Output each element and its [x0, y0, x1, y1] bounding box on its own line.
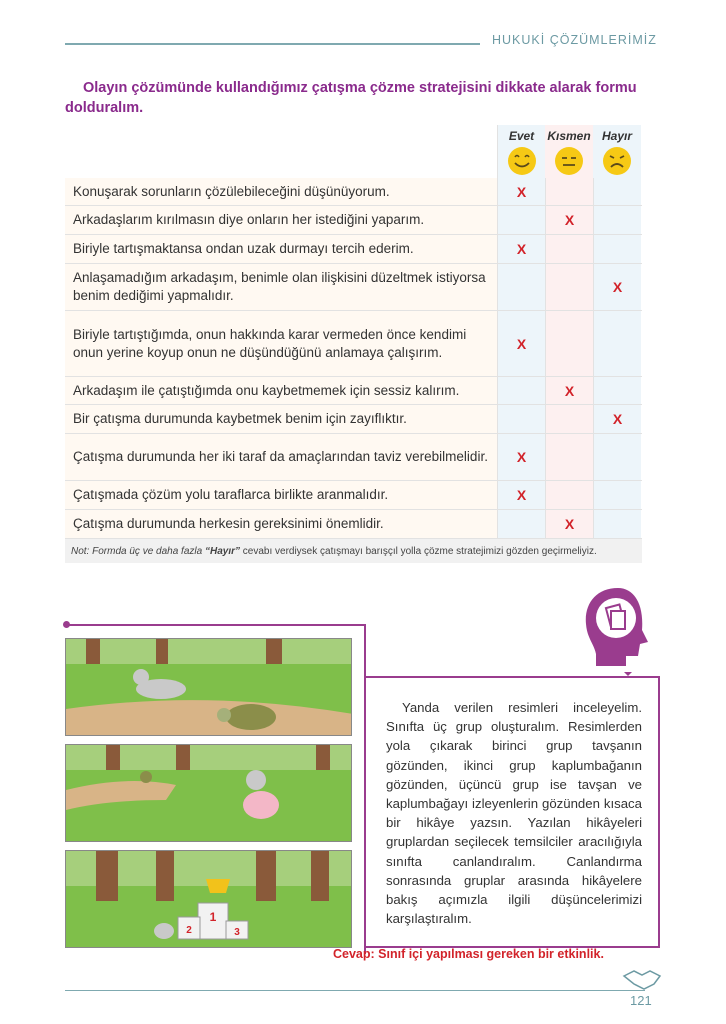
answer-cell-e[interactable]	[497, 235, 545, 263]
footer-rule	[65, 990, 645, 991]
answer-cell-e[interactable]	[497, 206, 545, 234]
answer-cell-k[interactable]	[545, 235, 593, 263]
answer-cell-h[interactable]	[593, 377, 641, 404]
header-rule	[65, 43, 480, 45]
answer-cell-h[interactable]	[593, 481, 641, 509]
note-bold: “Hayır”	[204, 546, 240, 557]
answer-cell-h[interactable]	[593, 311, 641, 376]
answer-cell-k[interactable]	[545, 481, 593, 509]
thinking-head-icon	[578, 584, 660, 681]
statement: Konuşarak sorunların çözülebileceğini düşünüyorum.	[65, 178, 497, 205]
table-row	[65, 178, 642, 206]
smile-face-icon	[507, 146, 537, 176]
x-mark: X	[516, 183, 527, 200]
podium-1: 1	[209, 910, 217, 924]
column-label: Evet	[508, 129, 535, 143]
illustration-race-start	[65, 638, 352, 736]
unit-title: HUKUKİ ÇÖZÜMLERİMİZ	[492, 33, 657, 47]
answer-text: Cevap: Sınıf içi yapılması gereken bir etkinlik.	[333, 947, 604, 961]
handshake-icon	[622, 968, 662, 990]
x-mark: X	[564, 212, 575, 228]
answer-cell-h[interactable]	[593, 235, 641, 263]
answer-cell-e[interactable]	[497, 434, 545, 480]
table-header	[65, 125, 642, 178]
table-row	[65, 377, 642, 405]
illustration-rabbit-sleeping	[65, 744, 352, 842]
column-kismen	[545, 125, 593, 178]
x-mark: X	[516, 335, 527, 352]
x-mark: X	[612, 411, 623, 427]
table-row	[65, 481, 642, 510]
answer-cell-e[interactable]	[497, 178, 545, 205]
statement: Çatışma durumunda herkesin gereksinimi önemlidir.	[65, 510, 497, 538]
answer-cell-e[interactable]	[497, 405, 545, 433]
answer-cell-e[interactable]	[497, 510, 545, 538]
column-evet	[497, 125, 545, 178]
answer-cell-k[interactable]	[545, 311, 593, 376]
answer-cell-e[interactable]	[497, 264, 545, 310]
answer-cell-e[interactable]	[497, 481, 545, 509]
x-mark: X	[612, 279, 623, 295]
neutral-face-icon	[554, 146, 584, 176]
x-mark: X	[564, 516, 575, 532]
table-row	[65, 510, 642, 539]
page-number: 121	[630, 993, 652, 1008]
answer-cell-k[interactable]	[545, 405, 593, 433]
answer-cell-h[interactable]	[593, 510, 641, 538]
statement: Arkadaşım ile çatıştığımda onu kaybetmemek için sessiz kalırım.	[65, 377, 497, 404]
instructions: Olayın çözümünde kullandığımız çatışma çözme stratejisini dikkate alarak formu dolduralım.	[65, 80, 637, 116]
answer-cell-k[interactable]	[545, 206, 593, 234]
column-label: Kısmen	[547, 129, 591, 143]
column-hayir	[593, 125, 641, 178]
sad-face-icon	[602, 146, 632, 176]
table-row	[65, 264, 642, 311]
podium-3: 3	[234, 927, 240, 938]
statement: Anlaşamadığım arkadaşım, benimle olan ilişkisini düzeltmek istiyorsa benim dediğimi yapmalıdır.	[65, 264, 497, 310]
table-row	[65, 206, 642, 235]
x-mark: X	[516, 487, 527, 503]
answer-cell-h[interactable]	[593, 206, 641, 234]
answer-cell-k[interactable]	[545, 377, 593, 404]
note-prefix: Not: Formda üç ve daha fazla	[71, 546, 205, 557]
note-suffix: cevabı verdiysek çatışmayı barışçıl yolla çözme stratejimizi gözden geçirmeliyiz.	[239, 546, 597, 557]
statement: Bir çatışma durumunda kaybetmek benim için zayıflıktır.	[65, 405, 497, 433]
frame-line	[65, 624, 365, 626]
answer-cell-k[interactable]	[545, 178, 593, 205]
answer-cell-k[interactable]	[545, 434, 593, 480]
answer-cell-k[interactable]	[545, 264, 593, 310]
table-row	[65, 434, 642, 481]
table-row	[65, 311, 642, 377]
activity-text: Yanda verilen resimleri inceleyelim. Sınıfta üç grup oluşturalım. Resimlerden yola çıkarak birinci grup tavşanın gözünden, ikinci grup kaplumbağanın gözünden, üçüncü grup ise tavşan ve kaplumbağayı izleyenlerin gözünden kısaca bir hikâye yazsın. Yazılan hikâyeleri gruplardan seçilecek temsilciler aracılığıyla sınıfta canlandıralım. Canlandırma sonrasında gruplar arasında hikâyelere bakış açımızla ilgili düşüncelerimizi karşılaştıralım.	[366, 676, 660, 948]
answer-cell-e[interactable]	[497, 377, 545, 404]
answer-cell-k[interactable]	[545, 510, 593, 538]
statement: Biriyle tartışmaktansa ondan uzak durmayı tercih ederim.	[65, 235, 497, 263]
survey-table	[65, 125, 642, 563]
answer-cell-h[interactable]	[593, 264, 641, 310]
statement: Arkadaşlarım kırılmasın diye onların her istediğini yaparım.	[65, 206, 497, 234]
x-mark: X	[564, 382, 575, 399]
statement: Biriyle tartıştığımda, onun hakkında karar vermeden önce kendimi onun yerine koyup onun ne düşündüğünü anlamaya çalışırım.	[65, 311, 497, 376]
podium-2: 2	[186, 925, 192, 936]
table-note	[65, 539, 642, 563]
table-row	[65, 405, 642, 434]
answer-cell-h[interactable]	[593, 178, 641, 205]
statement: Çatışma durumunda her iki taraf da amaçlarından taviz verebilmelidir.	[65, 434, 497, 480]
answer-cell-h[interactable]	[593, 434, 641, 480]
table-row	[65, 235, 642, 264]
statement: Çatışmada çözüm yolu taraflarca birlikte aranmalıdır.	[65, 481, 497, 509]
x-mark: X	[516, 449, 527, 465]
illustration-podium	[65, 850, 352, 948]
column-label: Hayır	[601, 129, 633, 143]
answer-cell-h[interactable]	[593, 405, 641, 433]
answer-cell-e[interactable]	[497, 311, 545, 376]
x-mark: X	[516, 241, 527, 257]
